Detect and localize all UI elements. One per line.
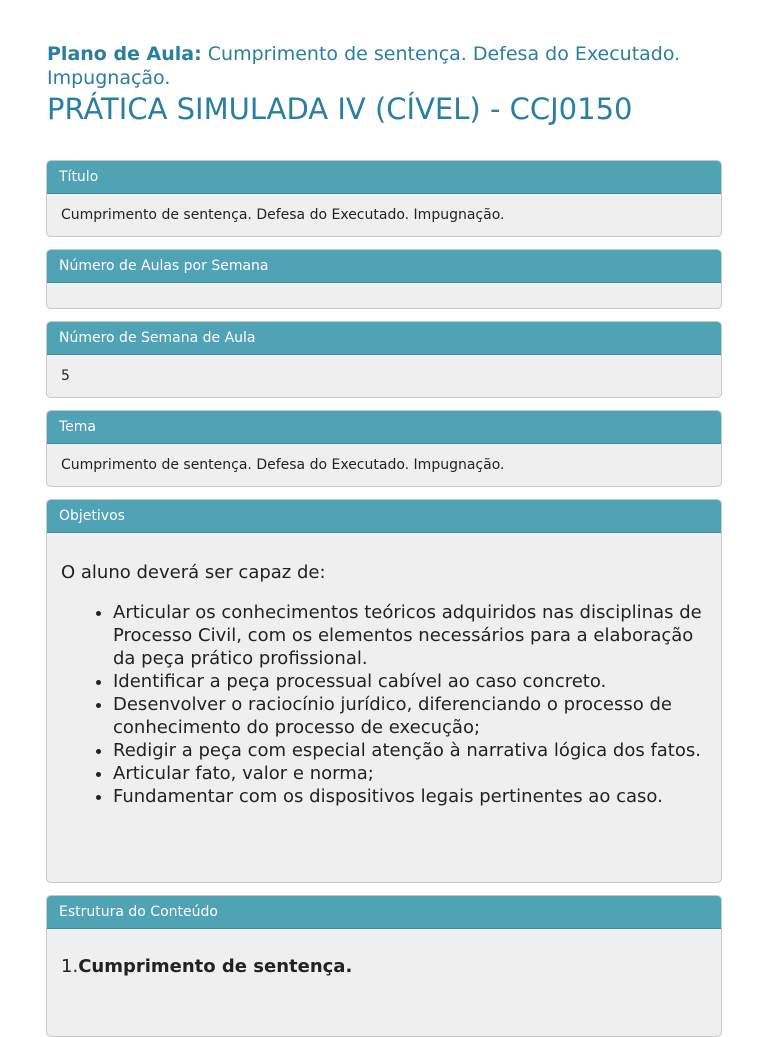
panel-titulo-value: Cumprimento de sentença. Defesa do Executado. Impugnação. xyxy=(61,207,505,223)
estrutura-item-title: Cumprimento de sentença. xyxy=(78,956,353,977)
list-item: • Identificar a peça processual cabível ao caso concreto. xyxy=(113,670,707,693)
plan-label: Plano de Aula: xyxy=(47,43,202,65)
panel-estrutura xyxy=(46,895,722,1037)
panel-tema-value: Cumprimento de sentença. Defesa do Executado. Impugnação. xyxy=(61,457,505,473)
list-item: • Fundamentar com os dispositivos legais pertinentes ao caso. xyxy=(113,785,707,808)
list-item: • Redigir a peça com especial atenção à narrativa lógica dos fatos. xyxy=(113,739,707,762)
panel-aulas-semana-header: Número de Aulas por Semana xyxy=(47,250,721,283)
objetivos-list xyxy=(61,601,707,808)
estrutura-item-number: 1. xyxy=(61,956,79,977)
course-title: PRÁTICA SIMULADA IV (CÍVEL) - CCJ0150 xyxy=(47,92,633,126)
panel-aulas-semana xyxy=(46,249,722,309)
panel-titulo xyxy=(46,160,722,237)
plan-title-line xyxy=(47,42,737,90)
list-item: • Articular fato, valor e norma; xyxy=(113,762,707,785)
panel-objetivos-header: Objetivos xyxy=(47,500,721,533)
list-item: • Desenvolver o raciocínio jurídico, diferenciando o processo de conhecimento do processo de execução; xyxy=(113,693,707,739)
panel-semana-aula-header: Número de Semana de Aula xyxy=(47,322,721,355)
panel-tema-header: Tema xyxy=(47,411,721,444)
panel-semana-aula-value: 5 xyxy=(61,368,70,384)
list-item: • Articular os conhecimentos teóricos adquiridos nas disciplinas de Processo Civil, com os elementos necessários para a elaboração da peça prático profissional. xyxy=(113,601,707,670)
objetivos-intro: O aluno deverá ser capaz de: xyxy=(61,562,326,583)
plan-title: Cumprimento de sentença. Defesa do Executado. Impugnação. xyxy=(47,43,681,89)
panel-tema xyxy=(46,410,722,487)
page-header xyxy=(47,42,737,127)
panel-semana-aula xyxy=(46,321,722,398)
panel-estrutura-header: Estrutura do Conteúdo xyxy=(47,896,721,929)
estrutura-item xyxy=(47,929,721,979)
panel-titulo-header: Título xyxy=(47,161,721,194)
panel-objetivos xyxy=(46,499,722,883)
panel-objetivos-body xyxy=(47,533,721,808)
